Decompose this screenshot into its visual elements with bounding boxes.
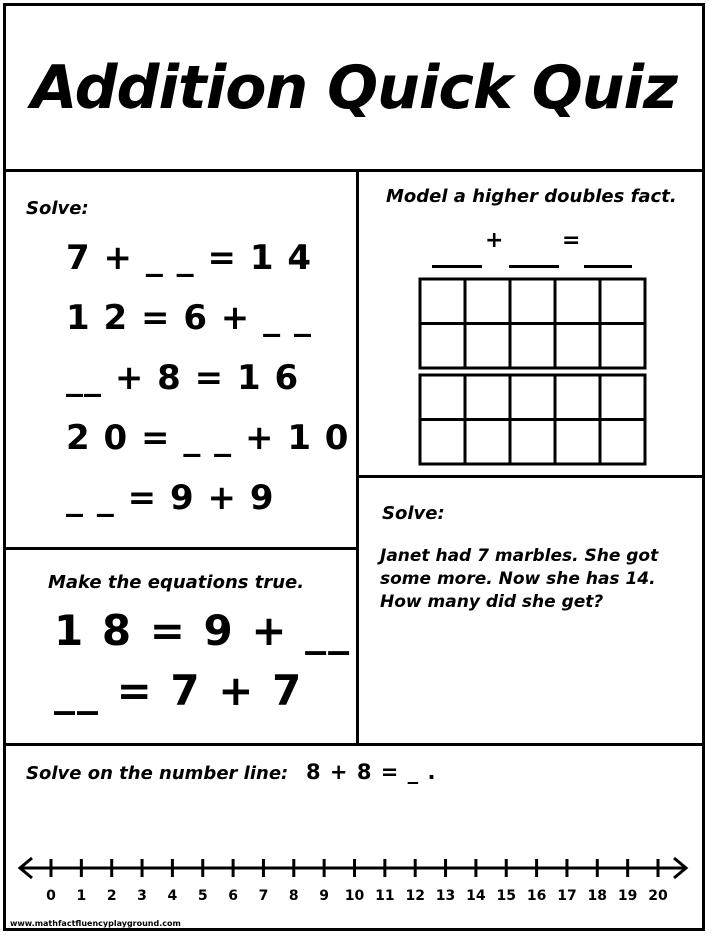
number-line-tick-label: 18	[587, 888, 608, 904]
number-line-tick-label: 3	[137, 888, 147, 904]
solve-label: Solve:	[26, 198, 89, 219]
doubles-blank-2	[509, 265, 559, 268]
number-line-tick-label: 17	[557, 888, 577, 904]
doubles-plus: +	[485, 228, 505, 253]
doubles-blank-3	[584, 265, 632, 268]
number-line-tick-label: 14	[466, 888, 486, 904]
number-line-tick-label: 19	[617, 888, 638, 904]
doubles-equals: =	[562, 228, 582, 253]
number-line-tick-label: 8	[288, 888, 299, 904]
ten-frame-bottom	[420, 375, 645, 464]
solve-equation-3: __ + 8 = 1 6	[66, 358, 300, 398]
true-equation-1: 1 8 = 9 + __	[54, 606, 352, 655]
number-line-tick-label: 20	[648, 888, 668, 904]
ten-frames	[414, 275, 650, 469]
bottom-divider	[6, 743, 702, 746]
true-equation-2: __ = 7 + 7	[54, 666, 304, 715]
solve-equation-5: _ _ = 9 + 9	[66, 478, 275, 518]
number-line	[10, 850, 700, 910]
page-title: Addition Quick Quiz	[31, 52, 677, 123]
number-line-tick-label: 4	[167, 888, 178, 904]
solve-equation-4: 2 0 = _ _ + 1 0	[66, 418, 350, 458]
number-line-tick-label: 11	[375, 888, 395, 904]
number-line-tick-label: 7	[258, 888, 269, 904]
number-line-tick-label: 6	[228, 888, 238, 904]
left-divider	[6, 547, 356, 550]
number-line-equation: 8 + 8 = _ .	[306, 760, 437, 784]
vertical-divider	[356, 172, 359, 743]
number-line-tick-label: 5	[197, 888, 208, 904]
number-line-tick-label: 16	[526, 888, 547, 904]
number-line-label: Solve on the number line:	[26, 763, 289, 784]
solve-equation-2: 1 2 = 6 + _ _	[66, 298, 312, 338]
number-line-tick-label: 10	[344, 888, 365, 904]
true-label: Make the equations true.	[48, 572, 305, 593]
number-line-tick-label: 12	[405, 888, 425, 904]
right-divider	[359, 475, 702, 478]
doubles-blank-1	[432, 265, 482, 268]
number-line-tick-label: 0	[46, 888, 56, 904]
ten-frame-top	[420, 279, 645, 368]
story-problem-text: Janet had 7 marbles. She got some more. Now she has 14. How many did she get?	[380, 546, 659, 612]
footer-url: www.mathfactfluencyplayground.com	[10, 919, 181, 928]
number-line-tick-label: 1	[76, 888, 87, 904]
number-line-tick-label: 9	[319, 888, 330, 904]
number-line-tick-label: 15	[496, 888, 516, 904]
number-line-tick-label: 2	[106, 888, 117, 904]
story-solve-label: Solve:	[382, 503, 445, 524]
number-line-tick-label: 13	[435, 888, 456, 904]
doubles-label: Model a higher doubles fact.	[386, 186, 677, 207]
solve-equation-1: 7 + _ _ = 1 4	[66, 238, 312, 278]
title-box	[6, 6, 702, 172]
